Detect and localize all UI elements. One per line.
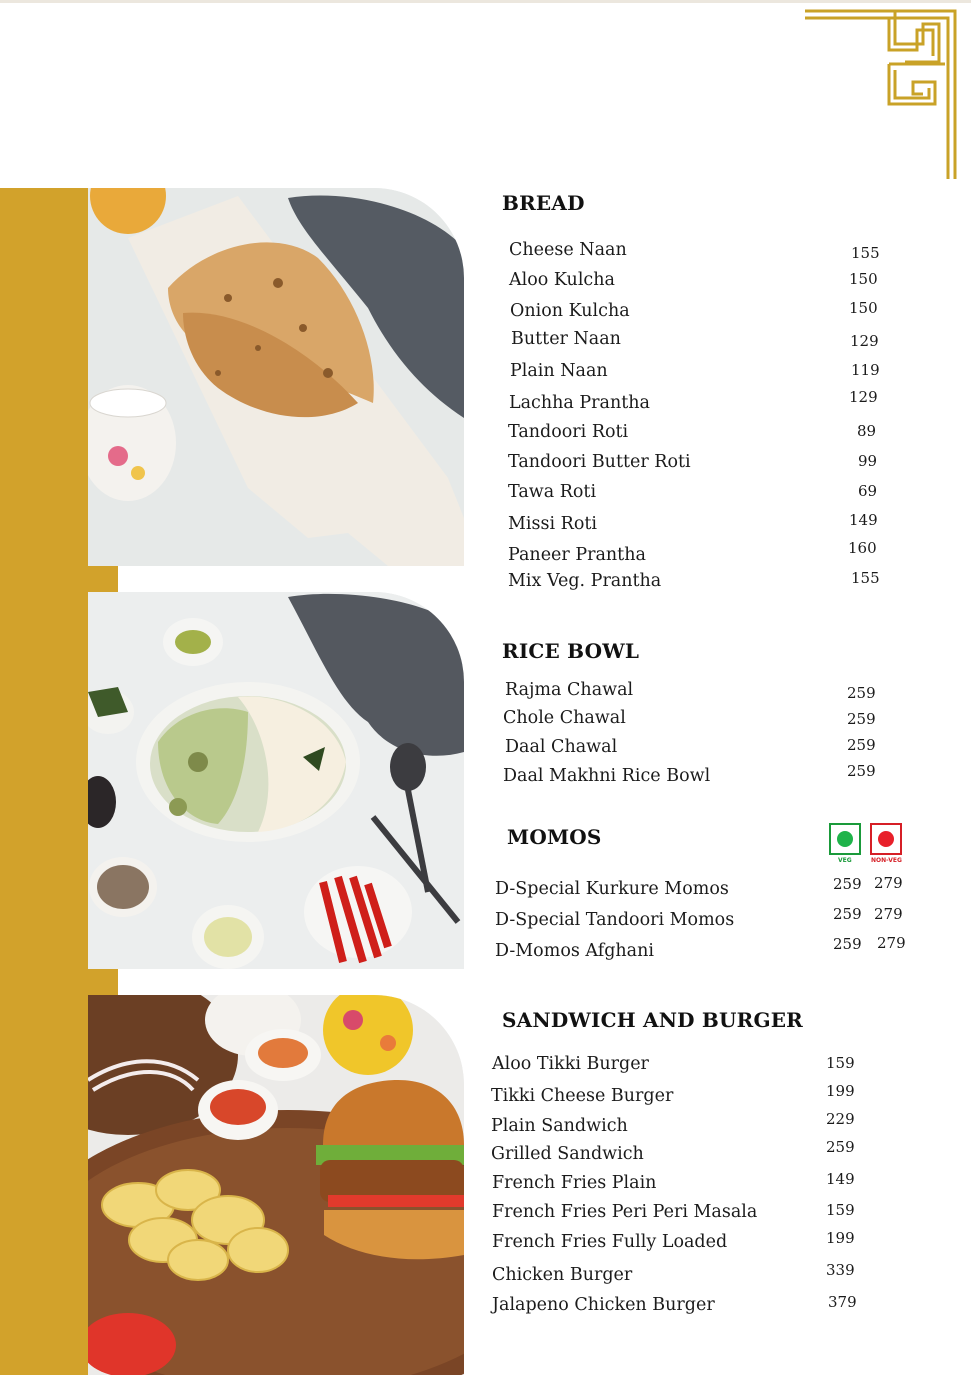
menu-item-price-veg: 259 (833, 935, 862, 953)
menu-item-price: 89 (857, 422, 877, 440)
menu-item-price: 199 (826, 1229, 855, 1247)
menu-item-name: Tandoori Roti (508, 422, 629, 442)
bread-photo (88, 188, 464, 566)
veg-icon (829, 823, 861, 855)
menu-item-price-nonveg: 279 (874, 874, 903, 892)
menu-item-name: Chicken Burger (492, 1265, 633, 1285)
menu-item-price: 259 (847, 762, 876, 780)
menu-item-name: Tandoori Butter Roti (508, 452, 691, 472)
menu-item-name: D-Momos Afghani (495, 941, 654, 961)
menu-item-price: 160 (848, 539, 877, 557)
menu-item-name: Cheese Naan (509, 240, 627, 260)
menu-item-price: 150 (849, 270, 878, 288)
menu-item-name: Rajma Chawal (505, 680, 634, 700)
menu-item-name: Daal Chawal (505, 737, 618, 757)
menu-item-price: 339 (826, 1261, 855, 1279)
menu-item-name: Onion Kulcha (510, 301, 630, 321)
momos-title: MOMOS (507, 825, 602, 849)
menu-item-name: Plain Naan (510, 361, 608, 381)
gold-band-notch (88, 969, 118, 995)
menu-item-name: Jalapeno Chicken Burger (492, 1295, 715, 1315)
menu-item-name: Butter Naan (511, 329, 621, 349)
menu-item-price: 159 (826, 1201, 855, 1219)
menu-item-price: 150 (849, 299, 878, 317)
menu-item-price: 229 (826, 1110, 855, 1128)
menu-item-price: 379 (828, 1293, 857, 1311)
menu-item-name: Daal Makhni Rice Bowl (503, 766, 711, 786)
rice-bowl-title: RICE BOWL (502, 639, 640, 663)
menu-item-price: 259 (826, 1138, 855, 1156)
menu-item-price: 69 (858, 482, 878, 500)
menu-item-price-veg: 259 (833, 905, 862, 923)
menu-item-price: 259 (847, 710, 876, 728)
menu-item-name: Mix Veg. Prantha (508, 571, 662, 591)
menu-item-name: Paneer Prantha (508, 545, 646, 565)
menu-item-price: 259 (847, 736, 876, 754)
menu-item-name: Missi Roti (508, 514, 597, 534)
menu-item-name: French Fries Plain (492, 1173, 657, 1193)
menu-item-name: French Fries Peri Peri Masala (492, 1202, 758, 1222)
gold-side-band (0, 188, 88, 1375)
menu-item-name: Grilled Sandwich (491, 1144, 644, 1164)
menu-item-price: 159 (826, 1054, 855, 1072)
burger-photo (88, 995, 464, 1375)
menu-item-price: 149 (849, 511, 878, 529)
menu-item-price: 119 (851, 361, 880, 379)
gold-band-notch (88, 566, 118, 592)
menu-item-name: French Fries Fully Loaded (492, 1232, 728, 1252)
menu-item-name: Tikki Cheese Burger (491, 1086, 674, 1106)
menu-item-price: 155 (851, 244, 880, 262)
sandwich-burger-title: SANDWICH AND BURGER (502, 1008, 803, 1032)
nonveg-icon (870, 823, 902, 855)
veg-label: VEG (838, 857, 852, 864)
menu-item-name: Tawa Roti (508, 482, 597, 502)
menu-item-price-nonveg: 279 (874, 905, 903, 923)
menu-item-name: D-Special Kurkure Momos (495, 879, 729, 899)
menu-item-price: 149 (826, 1170, 855, 1188)
menu-item-price: 99 (858, 452, 878, 470)
menu-item-name: D-Special Tandoori Momos (495, 910, 735, 930)
menu-item-price: 129 (850, 332, 879, 350)
corner-ornament-icon (805, 4, 961, 184)
bread-title: BREAD (502, 191, 585, 215)
rice-bowl-photo (88, 592, 464, 969)
menu-item-name: Plain Sandwich (491, 1116, 628, 1136)
menu-item-price: 155 (851, 569, 880, 587)
menu-item-price-nonveg: 279 (877, 934, 906, 952)
menu-item-name: Lachha Prantha (509, 393, 650, 413)
menu-item-name: Aloo Tikki Burger (492, 1054, 649, 1074)
menu-item-name: Aloo Kulcha (509, 270, 615, 290)
menu-item-price: 259 (847, 684, 876, 702)
nonveg-label: NON-VEG (871, 857, 902, 864)
menu-item-name: Chole Chawal (503, 708, 626, 728)
menu-item-price: 129 (849, 388, 878, 406)
menu-item-price: 199 (826, 1082, 855, 1100)
menu-item-price-veg: 259 (833, 875, 862, 893)
